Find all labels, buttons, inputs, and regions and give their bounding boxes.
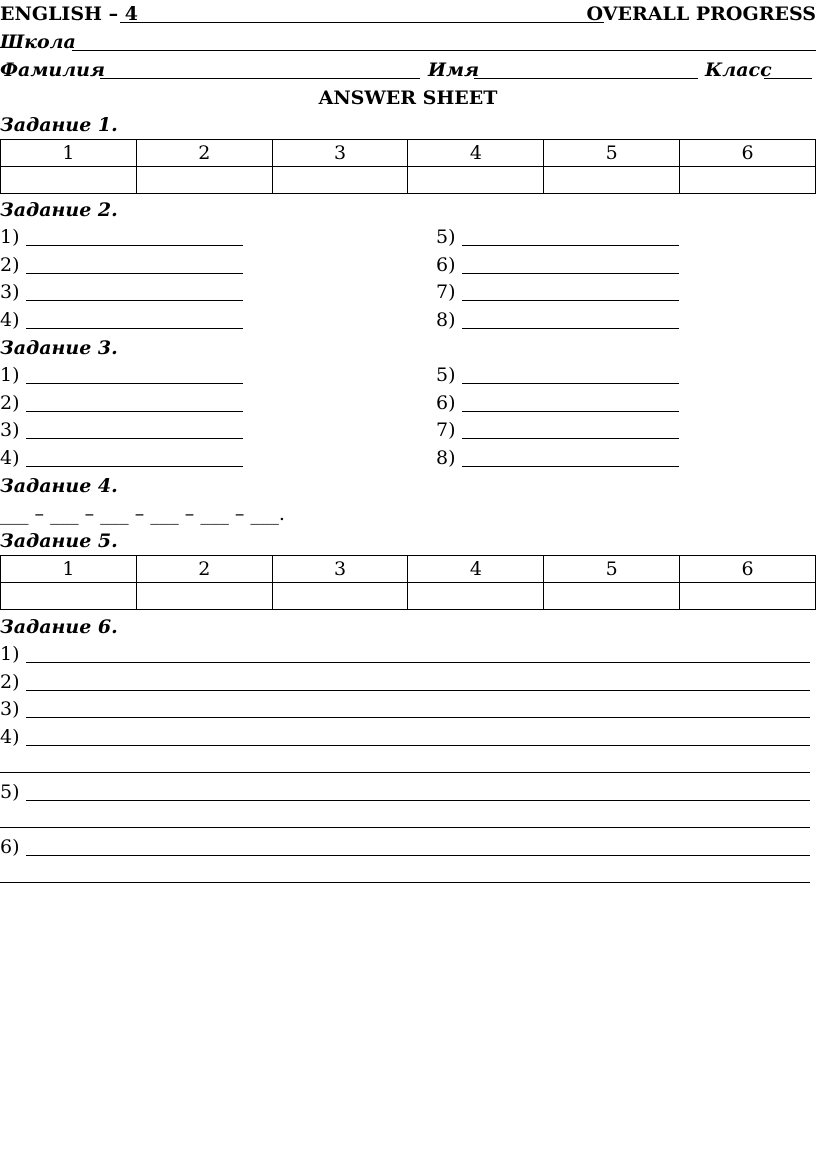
list-item bbox=[436, 392, 456, 414]
course-title: ENGLISH – 4 bbox=[0, 3, 138, 25]
school-field[interactable] bbox=[72, 50, 816, 51]
table-header-row bbox=[1, 556, 816, 583]
answer-line[interactable] bbox=[462, 383, 679, 384]
task1-label: Задание 1. bbox=[0, 114, 118, 136]
answer-cell[interactable] bbox=[680, 167, 816, 194]
item-number: 6) bbox=[436, 254, 456, 276]
answer-line[interactable] bbox=[26, 245, 243, 246]
task4-sequence[interactable]: ___ – ___ – ___ – ___ – ___ – ___. bbox=[0, 503, 285, 525]
task2-label: Задание 2. bbox=[0, 199, 118, 221]
table-header-row bbox=[1, 140, 816, 167]
answer-line[interactable] bbox=[462, 328, 679, 329]
answer-line-continuation[interactable] bbox=[0, 772, 810, 773]
list-item bbox=[0, 836, 20, 858]
item-number: 3) bbox=[0, 698, 20, 720]
answer-line[interactable] bbox=[462, 438, 679, 439]
col-header: 5 bbox=[544, 556, 680, 583]
school-label: Школа bbox=[0, 31, 76, 53]
col-header: 1 bbox=[1, 556, 137, 583]
list-item bbox=[0, 726, 20, 748]
list-item bbox=[0, 281, 20, 303]
item-number: 5) bbox=[436, 226, 456, 248]
list-item bbox=[0, 364, 20, 386]
list-item bbox=[436, 281, 456, 303]
list-item bbox=[0, 419, 20, 441]
answer-line[interactable] bbox=[26, 328, 243, 329]
item-number: 2) bbox=[0, 254, 20, 276]
list-item bbox=[0, 392, 20, 414]
item-number: 4) bbox=[0, 309, 20, 331]
list-item bbox=[0, 309, 20, 331]
name-field[interactable] bbox=[474, 78, 698, 79]
list-item bbox=[0, 671, 20, 693]
col-header: 6 bbox=[680, 556, 816, 583]
answer-line[interactable] bbox=[26, 438, 243, 439]
answer-line[interactable] bbox=[462, 245, 679, 246]
task1-table bbox=[0, 139, 816, 194]
item-number: 1) bbox=[0, 226, 20, 248]
list-item bbox=[0, 447, 20, 469]
answer-cell[interactable] bbox=[272, 583, 408, 610]
item-number: 4) bbox=[0, 447, 20, 469]
answer-line[interactable] bbox=[26, 855, 810, 856]
task6-label: Задание 6. bbox=[0, 616, 118, 638]
name-label: Имя bbox=[428, 59, 480, 81]
answer-line[interactable] bbox=[26, 690, 810, 691]
answer-line[interactable] bbox=[462, 300, 679, 301]
item-number: 8) bbox=[436, 309, 456, 331]
col-header: 2 bbox=[136, 556, 272, 583]
surname-label: Фамилия bbox=[0, 59, 106, 81]
item-number: 5) bbox=[0, 781, 20, 803]
answer-cell[interactable] bbox=[544, 583, 680, 610]
answer-row bbox=[1, 583, 816, 610]
answer-line[interactable] bbox=[26, 717, 810, 718]
answer-line-continuation[interactable] bbox=[0, 827, 810, 828]
task3-label: Задание 3. bbox=[0, 337, 118, 359]
surname-field[interactable] bbox=[100, 78, 420, 79]
col-header: 4 bbox=[408, 140, 544, 167]
item-number: 6) bbox=[0, 836, 20, 858]
col-header: 2 bbox=[136, 140, 272, 167]
answer-line[interactable] bbox=[26, 745, 810, 746]
list-item bbox=[436, 254, 456, 276]
item-number: 4) bbox=[0, 726, 20, 748]
answer-line-continuation[interactable] bbox=[0, 882, 810, 883]
item-number: 7) bbox=[436, 419, 456, 441]
class-field[interactable] bbox=[764, 78, 812, 79]
list-item bbox=[436, 447, 456, 469]
col-header: 6 bbox=[680, 140, 816, 167]
answer-cell[interactable] bbox=[680, 583, 816, 610]
col-header: 3 bbox=[272, 140, 408, 167]
item-number: 2) bbox=[0, 671, 20, 693]
answer-line[interactable] bbox=[26, 273, 243, 274]
col-header: 1 bbox=[1, 140, 137, 167]
item-number: 8) bbox=[436, 447, 456, 469]
answer-row bbox=[1, 167, 816, 194]
answer-line[interactable] bbox=[26, 300, 243, 301]
task4-label: Задание 4. bbox=[0, 475, 118, 497]
task5-label: Задание 5. bbox=[0, 530, 118, 552]
answer-cell[interactable] bbox=[1, 167, 137, 194]
answer-cell[interactable] bbox=[408, 583, 544, 610]
answer-line[interactable] bbox=[26, 800, 810, 801]
item-number: 3) bbox=[0, 419, 20, 441]
list-item bbox=[0, 643, 20, 665]
answer-cell[interactable] bbox=[136, 167, 272, 194]
answer-line[interactable] bbox=[462, 411, 679, 412]
answer-line[interactable] bbox=[26, 411, 243, 412]
task5-table bbox=[0, 555, 816, 610]
answer-line[interactable] bbox=[462, 273, 679, 274]
answer-cell[interactable] bbox=[408, 167, 544, 194]
answer-cell[interactable] bbox=[544, 167, 680, 194]
list-item bbox=[0, 254, 20, 276]
item-number: 7) bbox=[436, 281, 456, 303]
sheet-title: ANSWER SHEET bbox=[318, 87, 498, 109]
col-header: 5 bbox=[544, 140, 680, 167]
answer-cell[interactable] bbox=[136, 583, 272, 610]
col-header: 3 bbox=[272, 556, 408, 583]
list-item bbox=[0, 226, 20, 248]
item-number: 6) bbox=[436, 392, 456, 414]
list-item bbox=[436, 364, 456, 386]
answer-line[interactable] bbox=[26, 466, 243, 467]
class-label: Класс bbox=[705, 59, 772, 81]
item-number: 3) bbox=[0, 281, 20, 303]
list-item bbox=[436, 309, 456, 331]
answer-line[interactable] bbox=[462, 466, 679, 467]
item-number: 2) bbox=[0, 392, 20, 414]
answer-line[interactable] bbox=[26, 662, 810, 663]
list-item bbox=[0, 781, 20, 803]
answer-cell[interactable] bbox=[272, 167, 408, 194]
item-number: 1) bbox=[0, 364, 20, 386]
answer-cell[interactable] bbox=[1, 583, 137, 610]
list-item bbox=[436, 226, 456, 248]
header-underline bbox=[120, 22, 604, 23]
col-header: 4 bbox=[408, 556, 544, 583]
item-number: 5) bbox=[436, 364, 456, 386]
list-item bbox=[436, 419, 456, 441]
answer-line[interactable] bbox=[26, 383, 243, 384]
progress-title: OVERALL PROGRESS bbox=[586, 3, 816, 25]
item-number: 1) bbox=[0, 643, 20, 665]
list-item bbox=[0, 698, 20, 720]
